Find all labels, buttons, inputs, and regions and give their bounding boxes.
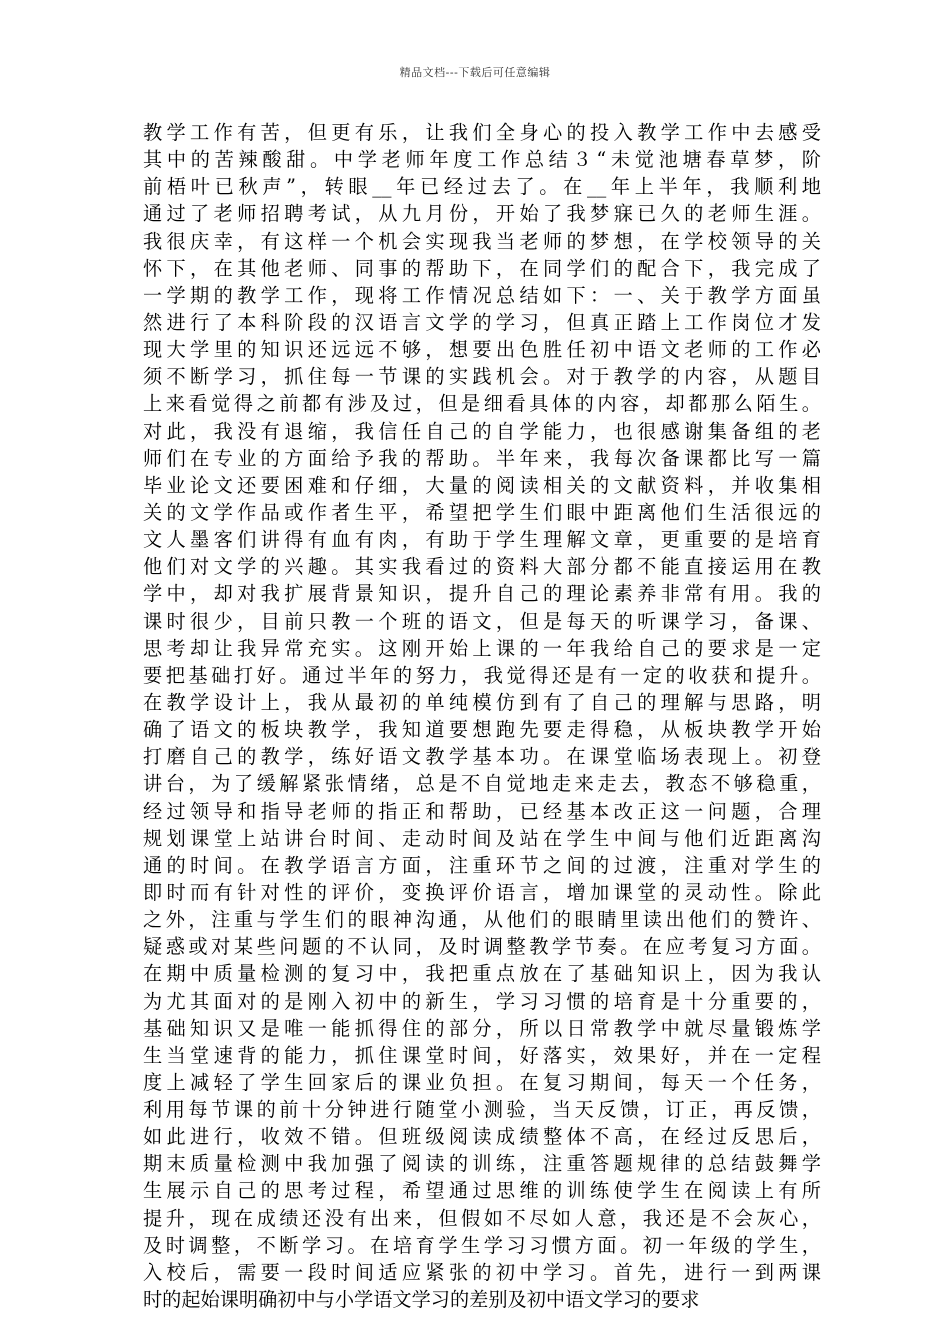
text-line: 毕业论文还要困难和仔细，大量的阅读相关的文献资料，并收集相 (143, 473, 821, 497)
text-line: 之外，注重与学生们的眼神沟通，从他们的眼睛里读出他们的赞许、 (143, 908, 821, 932)
text-line: 期末质量检测中我加强了阅读的训练，注重答题规律的总结鼓舞学 (143, 1152, 821, 1176)
text-line: 师们在专业的方面给予我的帮助。半年来，我每次备课都比写一篇 (143, 446, 821, 470)
text-line: 我很庆幸，有这样一个机会实现我当老师的梦想，在学校领导的关 (143, 229, 821, 253)
text-line: 上来看觉得之前都有涉及过，但是细看具体的内容，却都那么陌生。 (143, 392, 821, 416)
text-line: 时的起始课明确初中与小学语文学习的差别及初中语文学习的要求 (143, 1288, 700, 1312)
text-line: 一学期的教学工作，现将工作情况总结如下：一、关于教学方面虽 (143, 283, 821, 307)
text-line: 提升，现在成绩还没有出来，但假如不尽如人意，我还是不会灰心， (143, 1206, 821, 1230)
text-line: 怀下，在其他老师、同事的帮助下，在同学们的配合下，我完成了 (143, 256, 821, 280)
text-line: 基础知识又是唯一能抓得住的部分，所以日常教学中就尽量锻炼学 (143, 1016, 821, 1040)
page-header: 精品文档---下载后可任意编辑 (399, 66, 551, 79)
text-line: 关的文学作品或作者生平，希望把学生们眼中距离他们生活很远的 (143, 500, 821, 524)
text-line: 须不断学习，抓住每一节课的实践机会。对于教学的内容，从题目 (143, 365, 821, 389)
text-line: 要把基础打好。通过半年的努力，我觉得还是有一定的收获和提升。 (143, 663, 821, 687)
text-line: 利用每节课的前十分钟进行随堂小测验，当天反馈，订正，再反馈， (143, 1098, 821, 1122)
text-line: 现大学里的知识还远远不够，想要出色胜任初中语文老师的工作必 (143, 338, 821, 362)
text-line: 前梧叶已秋声”，转眼__年已经过去了。在__年上半年，我顺利地 (143, 175, 821, 199)
text-line: 即时而有针对性的评价，变换评价语言，增加课堂的灵动性。除此 (143, 880, 821, 904)
body-paragraph (143, 119, 821, 1313)
text-line: 入校后，需要一段时间适应紧张的初中学习。首先，进行一到两课 (143, 1260, 821, 1284)
text-line: 在教学设计上，我从最初的单纯模仿到有了自己的理解与思路，明 (143, 690, 821, 714)
text-line: 通过了老师招聘考试，从九月份，开始了我梦寐已久的老师生涯。 (143, 202, 821, 226)
text-line: 确了语文的板块教学，我知道要想跑先要走得稳，从板块教学开始 (143, 718, 821, 742)
text-line: 生展示自己的思考过程，希望通过思维的训练使学生在阅读上有所 (143, 1179, 821, 1203)
text-line: 思考却让我异常充实。这刚开始上课的一年我给自己的要求是一定 (143, 636, 821, 660)
text-line: 为尤其面对的是刚入初中的新生，学习习惯的培育是十分重要的， (143, 989, 821, 1013)
text-line: 生当堂速背的能力，抓住课堂时间，好落实，效果好，并在一定程 (143, 1043, 821, 1067)
text-line: 如此进行，收效不错。但班级阅读成绩整体不高，在经过反思后， (143, 1125, 821, 1149)
text-line: 经过领导和指导老师的指正和帮助，已经基本改正这一问题，合理 (143, 799, 821, 823)
text-line: 通的时间。在教学语言方面，注重环节之间的过渡，注重对学生的 (143, 853, 821, 877)
text-line: 疑惑或对某些问题的不认同，及时调整教学节奏。在应考复习方面。 (143, 935, 821, 959)
text-line: 他们对文学的兴趣。其实我看过的资料大部分都不能直接运用在教 (143, 555, 821, 579)
text-line: 在期中质量检测的复习中，我把重点放在了基础知识上，因为我认 (143, 962, 821, 986)
text-line: 规划课堂上站讲台时间、走动时间及站在学生中间与他们近距离沟 (143, 826, 821, 850)
text-line: 然进行了本科阶段的汉语言文学的学习，但真正踏上工作岗位才发 (143, 310, 821, 334)
text-line: 及时调整，不断学习。在培育学生学习习惯方面。初一年级的学生， (143, 1233, 821, 1257)
text-line: 其中的苦辣酸甜。中学老师年度工作总结３“未觉池塘春草梦，阶 (143, 148, 821, 172)
text-line: 讲台，为了缓解紧张情绪，总是不自觉地走来走去，教态不够稳重， (143, 772, 821, 796)
text-line: 打磨自己的教学，练好语文教学基本功。在课堂临场表现上。初登 (143, 745, 821, 769)
text-line: 对此，我没有退缩，我信任自己的自学能力，也很感谢集备组的老 (143, 419, 821, 443)
text-line: 学中，却对我扩展背景知识，提升自己的理论素养非常有用。我的 (143, 582, 821, 606)
text-line: 文人墨客们讲得有血有肉，有助于学生理解文章，更重要的是培育 (143, 528, 821, 552)
text-line: 度上减轻了学生回家后的课业负担。在复习期间，每天一个任务， (143, 1070, 821, 1094)
text-line: 课时很少，目前只教一个班的语文，但是每天的听课学习，备课、 (143, 609, 821, 633)
text-line: 教学工作有苦，但更有乐，让我们全身心的投入教学工作中去感受 (143, 121, 821, 144)
